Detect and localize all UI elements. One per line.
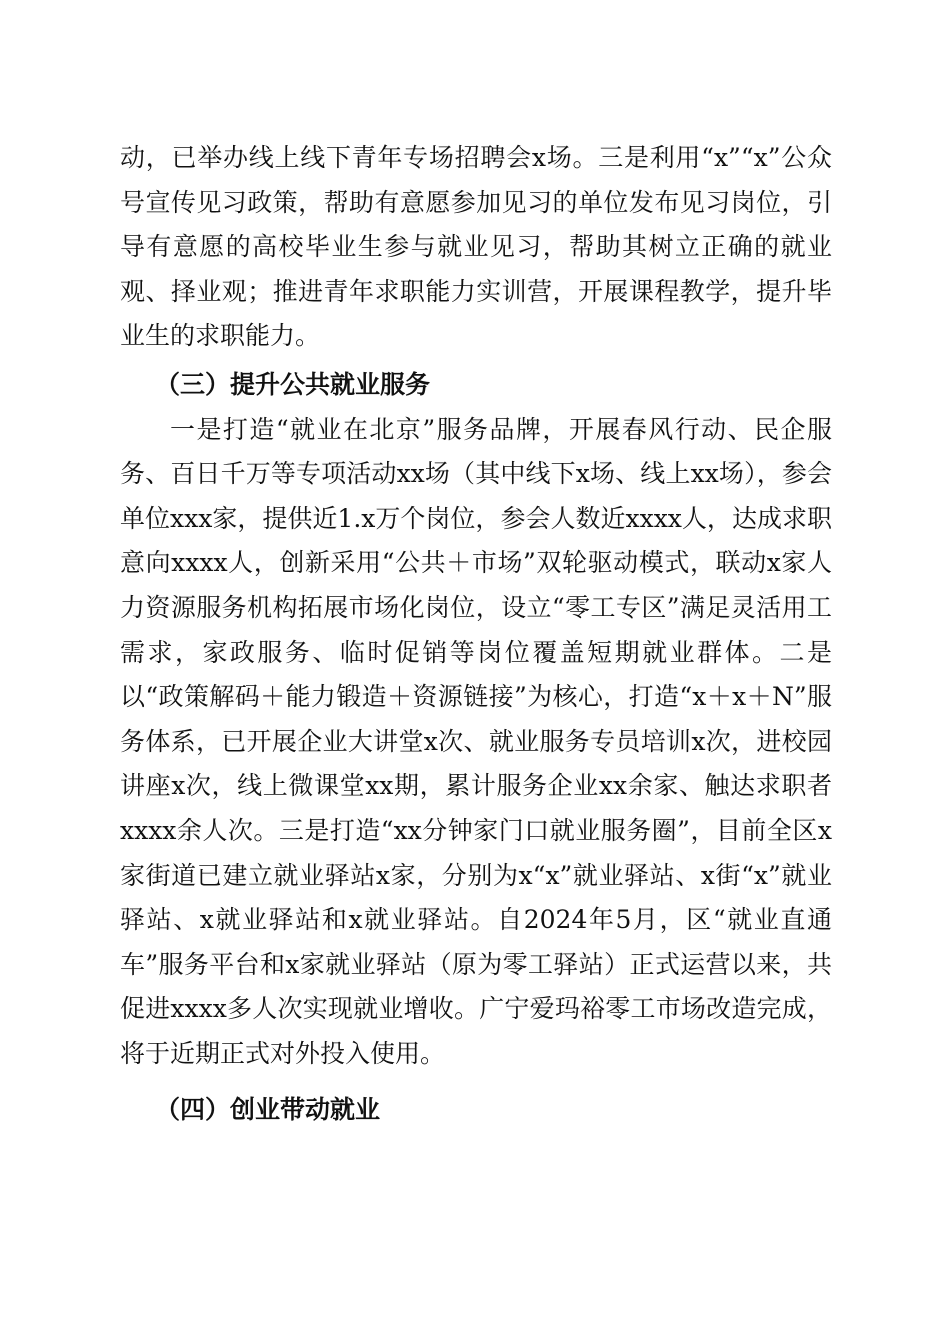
section-heading-public-employment-services: （三）提升公共就业服务 bbox=[155, 369, 431, 399]
public-employment-services-paragraph: 一是打造“就业在北京”服务品牌，开展春风行动、民企服务、百日千万等专项活动xx场（其中线下x场、线上xx场），参会单位xxx家，提供近1.x万个岗位，参会人数近xxxx人，达成求职意向xxxx人，创新采用“公共＋市场”双轮驱动模式，联动x家人力资源服务机构拓展市场化岗位，设立“零工专区”满足灵活用工需求，家政服务、临时促销等岗位覆盖短期就业群体。二是以“政策解码＋能力锻造＋资源链接”为核心，打造“x＋x＋N”服务体系，已开展企业大讲堂x次、就业服务专员培训x次，进校园讲座x次，线上微课堂xx期，累计服务企业xx余家、触达求职者xxxx余人次。三是打造“xx分钟家门口就业服务圈”，目前全区x家街道已建立就业驿站x家，分别为x“x”就业驿站、x街“x”就业驿站、x就业驿站和x就业驿站。自2024年5月，区“就业直通车”服务平台和x家就业驿站（原为零工驿站）正式运营以来，共促进xxxx多人次实现就业增收。广宁爱玛裕零工市场改造完成，将于近期正式对外投入使用。 bbox=[120, 414, 832, 1068]
section-heading-entrepreneurship-driven-employment: （四）创业带动就业 bbox=[155, 1095, 381, 1125]
document-body bbox=[120, 136, 832, 1133]
continued-paragraph: 动，已举办线上线下青年专场招聘会x场。三是利用“x”“x”公众号宣传见习政策，帮助有意愿参加见习的单位发布见习岗位，引导有意愿的高校毕业生参与就业见习，帮助其树立正确的就业观、择业观；推进青年求职能力实训营，开展课程教学，提升毕业生的求职能力。 bbox=[120, 143, 832, 351]
